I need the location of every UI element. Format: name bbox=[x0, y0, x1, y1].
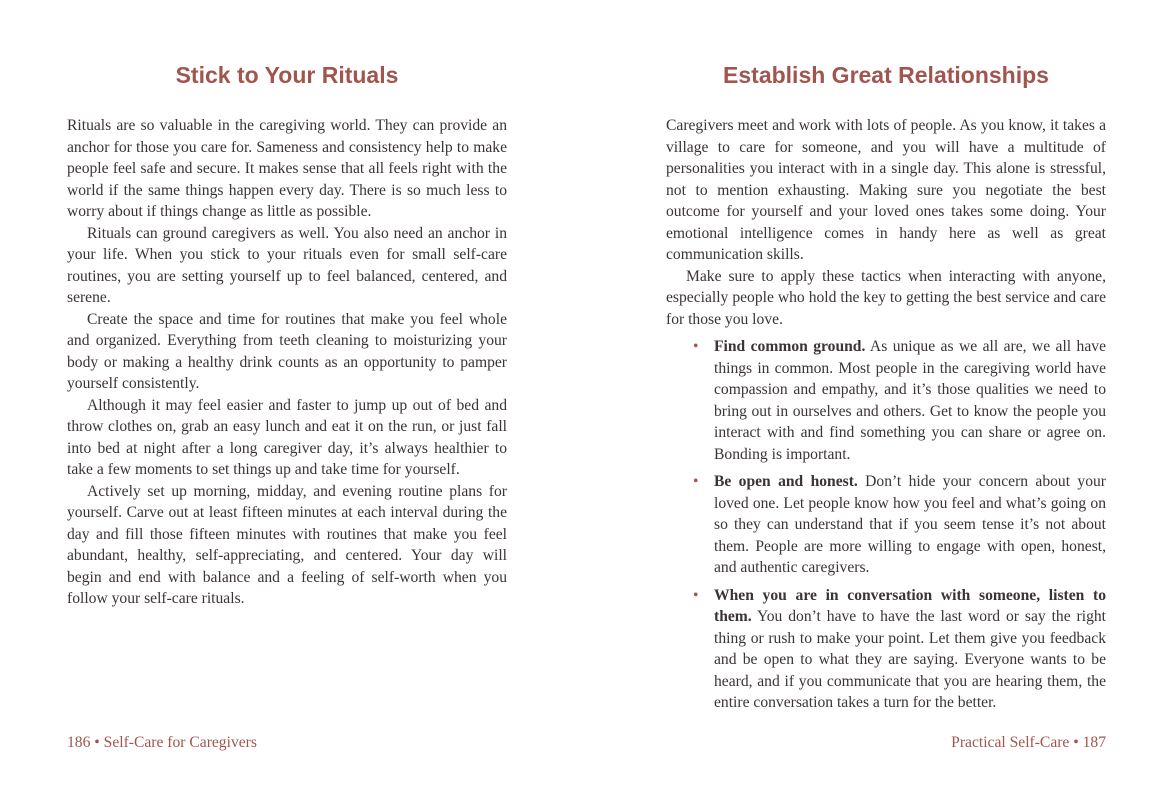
paragraph: Rituals can ground caregivers as well. You also need an anchor in your life. When you stick to your rituals even for small self-care routines, you are setting yourself up to feel balanced, centered, and serene. bbox=[67, 224, 507, 306]
bullet-lead: When you are in conversation with someone, listen to them. bbox=[714, 586, 1106, 625]
bullet-lead: Be open and honest. bbox=[714, 473, 858, 490]
bullet-icon: • bbox=[693, 473, 699, 490]
bullet-icon: • bbox=[693, 338, 699, 355]
page-footer-right: Practical Self-Care • 187 bbox=[951, 734, 1106, 751]
bullet-text: As unique as we all are, we all have things in common. Most people in the caregiving world have compassion and empathy, and it’s those qualities we need to bring out in ourselves and others. Get to know the people you interact with and find something you can share or agree on. Bonding is important. bbox=[714, 338, 1106, 463]
right-page-body bbox=[666, 115, 1106, 720]
paragraph: Caregivers meet and work with lots of people. As you know, it takes a village to care for someone, and you will have a multitude of personalities you interact with in a single day. This alone is stressful, not to mention exhausting. Making sure you negotiate the best outcome for yourself and your loved ones takes some doing. Your emotional intelligence comes in handy here as well as great communication skills. bbox=[666, 117, 1106, 263]
list-item bbox=[693, 336, 1106, 465]
paragraph: Although it may feel easier and faster to jump up out of bed and throw clothes on, grab an easy lunch and eat it on the run, or just fall into bed at night after a long caregiver day, it’s always healthier to take a few moments to set things up and take time for yourself. bbox=[67, 396, 507, 478]
bullet-lead: Find common ground. bbox=[714, 338, 866, 355]
paragraph: Actively set up morning, midday, and evening routine plans for yourself. Carve out at least fifteen minutes at each interval during the day and fill those fifteen minutes with routines that make you feel abundant, healthy, self-appreciating, and centered. Your day will begin and end with balance and a feeling of self-worth when you follow your self-care rituals. bbox=[67, 482, 507, 607]
paragraph: Create the space and time for routines that make you feel whole and organized. Everything from teeth cleaning to moisturizing your body or making a healthy drink counts as an opportunity to pamper yourself consistently. bbox=[67, 310, 507, 392]
left-page-body bbox=[67, 115, 507, 610]
bullet-text: You don’t have to have the last word or say the right thing or rush to make your point. Let them give you feedback and be open to what they are saying. Everyone wants to be heard, and if you communicate that you are hearing them, the entire conversation takes a turn for the better. bbox=[714, 608, 1106, 711]
tactics-list bbox=[666, 336, 1106, 714]
paragraph: Make sure to apply these tactics when interacting with anyone, especially people who hold the key to getting the best service and care for those you love. bbox=[666, 267, 1106, 328]
page-footer-left: 186 • Self-Care for Caregivers bbox=[67, 734, 257, 751]
bullet-icon: • bbox=[693, 586, 699, 604]
list-item bbox=[693, 471, 1106, 579]
section-heading-relationships: Establish Great Relationships bbox=[723, 62, 1049, 88]
section-heading-rituals: Stick to Your Rituals bbox=[175, 62, 399, 88]
paragraph: Rituals are so valuable in the caregiving world. They can provide an anchor for those you care for. Sameness and consistency help to make people feel safe and secure. It makes sense that all feels right with the world if the same things happen every day. There is so much less to worry about if things change as little as possible. bbox=[67, 117, 507, 220]
bullet-text: Don’t hide your concern about your loved one. Let people know how you feel and what’s going on so they can understand that if you seem tense it’s not about them. People are more willing to engage with open, honest, and authentic caregivers. bbox=[714, 473, 1106, 576]
list-item bbox=[693, 585, 1106, 714]
